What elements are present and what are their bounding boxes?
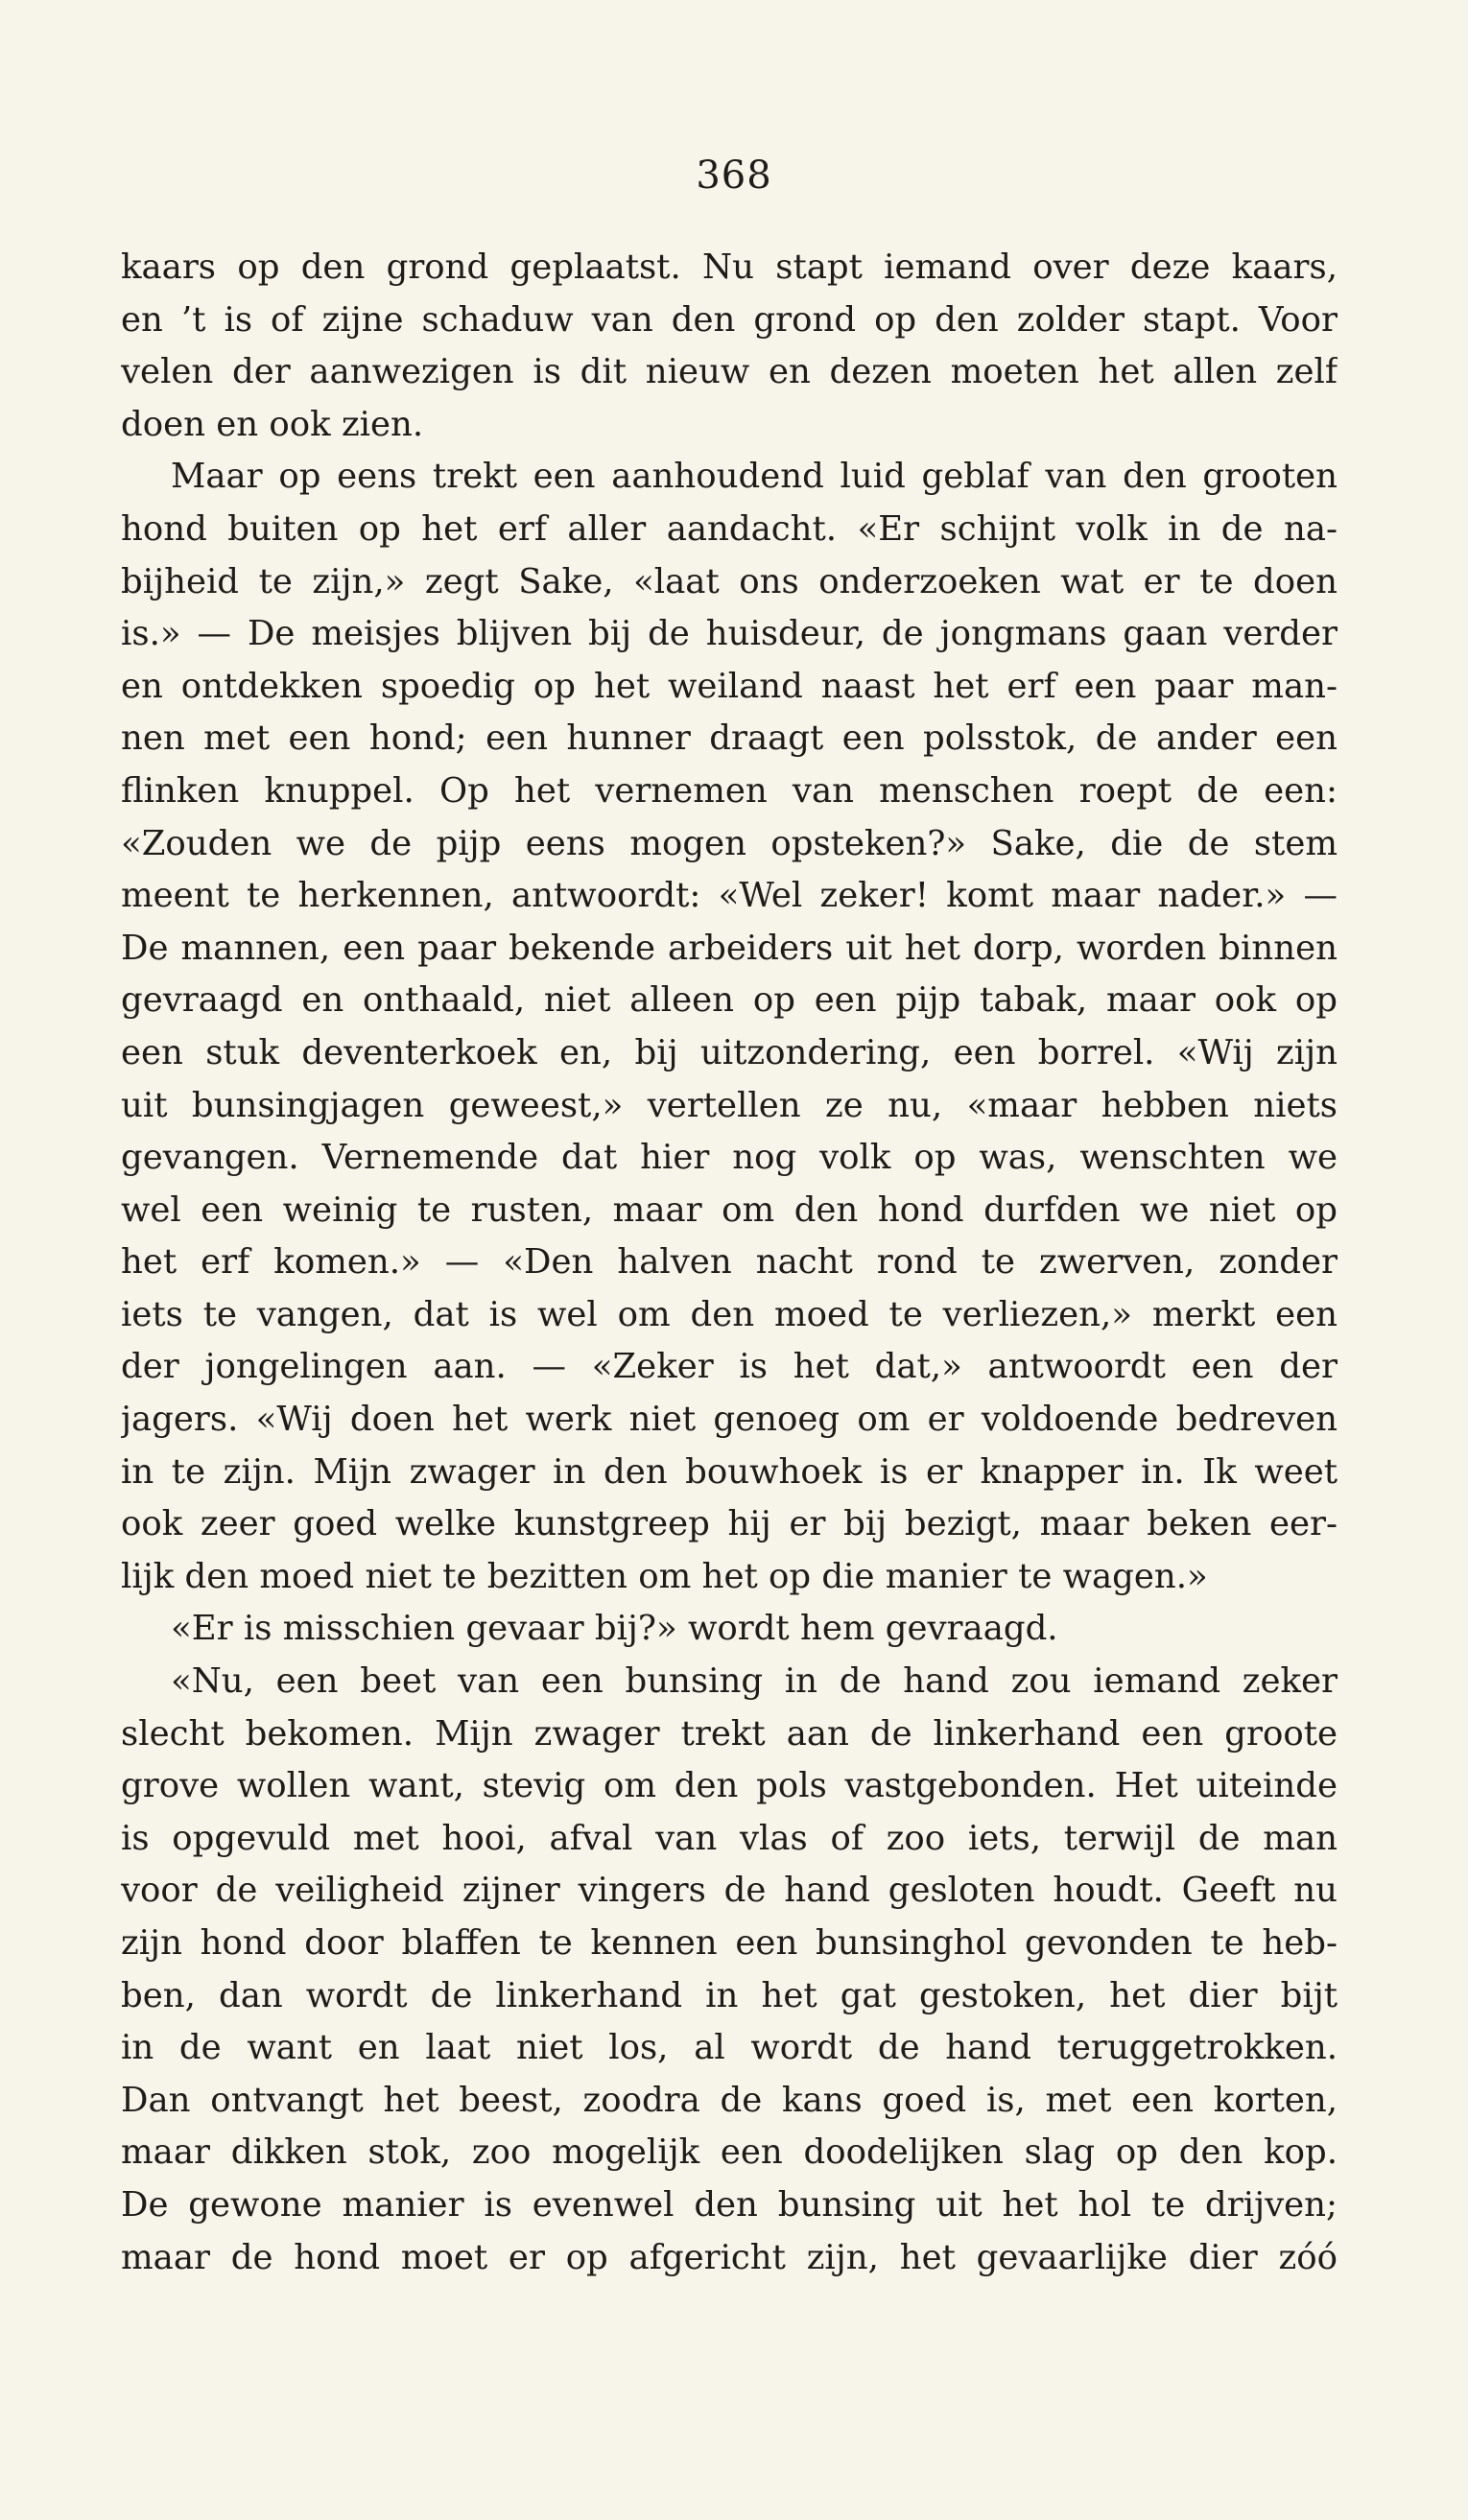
text-line: De gewone manier is evenwel den bunsing uit het hol te drijven; <box>121 2184 1338 2225</box>
text-line: «Er is misschien gevaar bij?» wordt hem gevraagd. <box>171 1609 1058 1649</box>
text-line: zijn hond door blaffen te kennen een bunsinghol gevonden te heb- <box>121 1923 1338 1963</box>
text-line: «Zouden we de pijp eens mogen opsteken?» Sake, die de stem <box>121 823 1338 863</box>
text-line: velen der aanwezigen is dit nieuw en dezen moeten het allen zelf <box>121 352 1338 392</box>
text-line: der jongelingen aan. — «Zeker is het dat,» antwoordt een der <box>121 1347 1338 1387</box>
text-line: gevangen. Vernemende dat hier nog volk op was, wenschten we <box>121 1138 1338 1178</box>
text-line: en ’t is of zijne schaduw van den grond op den zolder stapt. Voor <box>121 299 1338 340</box>
text-line: een stuk deventerkoek en, bij uitzondering, een borrel. «Wij zijn <box>121 1032 1338 1072</box>
text-line: maar dikken stok, zoo mogelijk een doodelijken slag op den kop. <box>121 2132 1338 2173</box>
text-line: De mannen, een paar bekende arbeiders uit het dorp, worden binnen <box>121 928 1338 968</box>
text-line: voor de veiligheid zijner vingers de hand gesloten houdt. Geeft nu <box>121 1871 1338 1911</box>
text-line: nen met een hond; een hunner draagt een polsstok, de ander een <box>121 718 1338 759</box>
text-line: gevraagd en onthaald, niet alleen op een pijp tabak, maar ook op <box>121 980 1338 1021</box>
text-line: en ontdekken spoedig op het weiland naast het erf een paar man- <box>121 666 1338 706</box>
text-line: grove wollen want, stevig om den pols vastgebonden. Het uiteinde <box>121 1766 1338 1806</box>
text-line: is.» — De meisjes blijven bij de huisdeur, de jongmans gaan verder <box>121 614 1338 654</box>
text-line: doen en ook zien. <box>121 404 424 444</box>
text-line: bijheid te zijn,» zegt Sake, «laat ons onderzoeken wat er te doen <box>121 561 1338 601</box>
text-line: is opgevuld met hooi, afval van vlas of zoo iets, terwijl de man <box>121 1818 1338 1858</box>
text-line: kaars op den grond geplaatst. Nu stapt iemand over deze kaars, <box>121 247 1338 287</box>
text-line: wel een weinig te rusten, maar om den hond durfden we niet op <box>121 1189 1338 1230</box>
text-line: slecht bekomen. Mijn zwager trekt aan de linkerhand een groote <box>121 1713 1338 1754</box>
text-line: lijk den moed niet te bezitten om het op die manier te wagen.» <box>121 1556 1208 1596</box>
text-line: ook zeer goed welke kunstgreep hij er bij bezigt, maar beken eer- <box>121 1504 1338 1544</box>
text-line: «Nu, een beet van een bunsing in de hand zou iemand zeker <box>171 1661 1338 1702</box>
text-line: Dan ontvangt het beest, zoodra de kans goed is, met een korten, <box>121 2080 1338 2120</box>
text-line: in de want en laat niet los, al wordt de hand teruggetrokken. <box>121 2028 1338 2068</box>
text-line: uit bunsingjagen geweest,» vertellen ze nu, «maar hebben niets <box>121 1085 1338 1125</box>
text-line: in te zijn. Mijn zwager in den bouwhoek is er knapper in. Ik weet <box>121 1451 1338 1492</box>
text-line: flinken knuppel. Op het vernemen van menschen roept de een: <box>121 770 1338 811</box>
text-line: hond buiten op het erf aller aandacht. «Er schijnt volk in de na- <box>121 508 1338 549</box>
text-line: het erf komen.» — «Den halven nacht rond te zwerven, zonder <box>121 1242 1338 1283</box>
text-line: meent te herkennen, antwoordt: «Wel zeker! komt maar nader.» — <box>121 876 1338 916</box>
text-line: Maar op eens trekt een aanhoudend luid geblaf van den grooten <box>171 457 1338 497</box>
body-text <box>121 242 1338 2284</box>
text-line: iets te vangen, dat is wel om den moed te verliezen,» merkt een <box>121 1294 1338 1334</box>
text-line: ben, dan wordt de linkerhand in het gat gestoken, het dier bijt <box>121 1975 1338 2015</box>
text-line: maar de hond moet er op afgericht zijn, het gevaarlijke dier zóó <box>121 2237 1338 2277</box>
page-number: 368 <box>696 153 772 198</box>
text-line: jagers. «Wij doen het werk niet genoeg om er voldoende bedreven <box>121 1400 1338 1440</box>
